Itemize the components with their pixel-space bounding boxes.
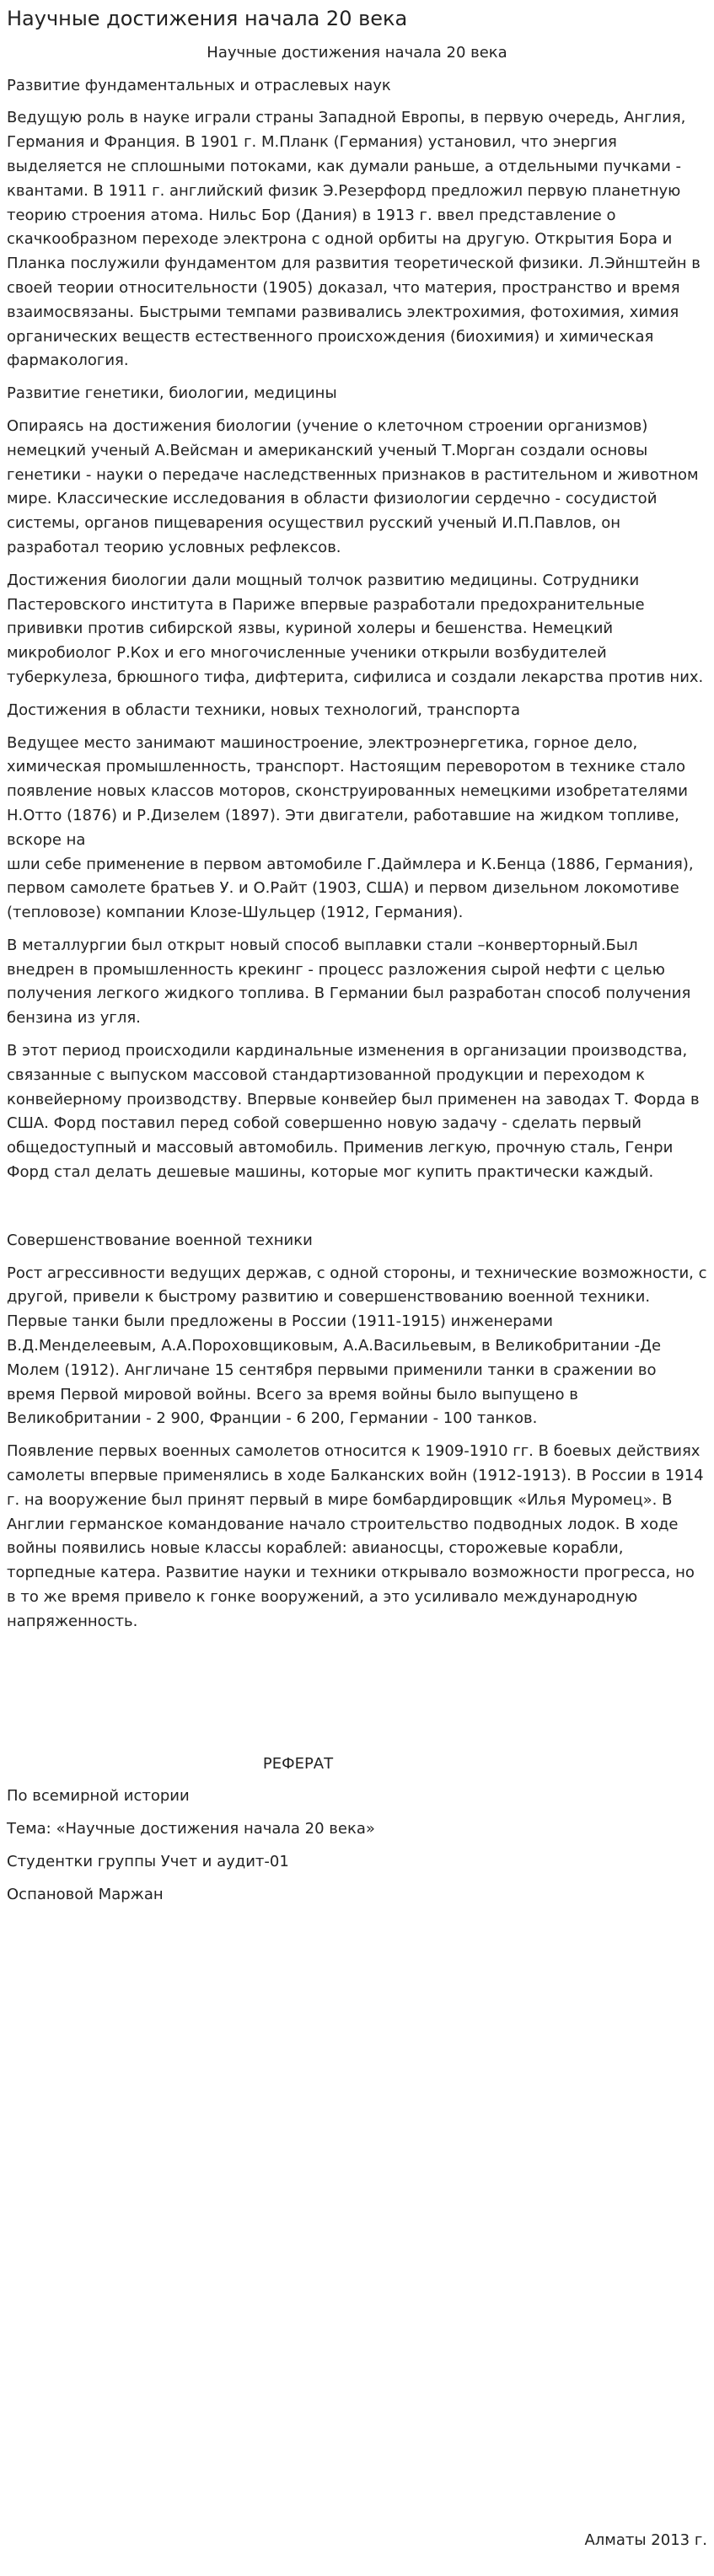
paragraph: Ведущую роль в науке играли страны Западной Европы, в первую очередь, Англия, Германия и Франция. В 1901 г. М.Планк (Германия) установил, что энергия выделяется не сплошными потоками, как думали раньше, а отдельными пучками - квантами. В 1911 г. английский физик Э.Резерфорд предложил первую планетную теорию строения атома. Нильс Бор (Дания) в 1913 г. ввел представление о скачкообразном переходе электрона с одной орбиты на другую. Открытия Бора и Планка послужили фундаментом для развития теоретической физики. Л.Эйнштейн в своей теории относительности (1905) доказал, что материя, пространство и время взаимосвязаны. Быстрыми темпами развивались электрохимия, фотохимия, химия органических веществ естественного происхождения (биохимия) и химическая фармакология. [7,109,701,370]
paragraph: Опираясь на достижения биологии (учение о клеточном строении организмов) немецкий ученый А.Вейсман и американский ученый Т.Морган создали основы генетики - науки о передаче наследственных признаков в растительном и животном мире. Классические исследования в области физиологии сердечно - сосудистой системы, органов пищеварения осуществил русский ученый И.П.Павлов, он разработал теорию условных рефлексов. [7,416,699,556]
title-page-label: РЕФЕРАТ [262,1754,334,1773]
section-fundamental-sciences [7,74,707,374]
title-page-topic: Тема: «Научные достижения начала 20 века» [7,1820,375,1838]
document-title: Научные достижения начала 20 века [7,7,408,30]
paragraph: Рост агрессивности ведущих держав, с одной стороны, и технические возможности, с другой, привели к быстрому развитию и совершенствованию военной техники. Первые танки были предложены в России (1911-1915) инженерами В.Д.Менделеевым, А.А.Пороховщиковым, А.А.Васильевым, в Великобритании -Де Молем (1912). Англичане 15 сентября первыми применили танки в сражении во время Первой мировой войны. Всего за время войны было выпущено в Великобритании - 2 900, Франции - 6 200, Германии - 100 танков. [7,1264,707,1428]
section-genetics-biology-medicine [7,382,707,690]
section-military-technology [7,1229,707,1634]
paragraph: Появление первых военных самолетов относится к 1909-1910 гг. В боевых действиях самолеты впервые применялись в ходе Балканских войн (1912-1913). В России в 1914 г. на вооружение был принят первый в мире бомбардировщик «Илья Муромец». В Англии германское командование начало строительство подводных лодок. В ходе войны появились новые классы кораблей: авианосцы, сторожевые корабли, торпедные катера. Развитие науки и техники открывало возможности прогресса, но в то же время привело к гонке вооружений, а это усиливало международную напряженность. [7,1442,704,1630]
title-page-subject: По всемирной истории [7,1787,190,1806]
section-technology-transport [7,699,707,1185]
paragraph: Ведущее место занимают машиностроение, электроэнергетика, горное дело, химическая промышленность, транспорт. Настоящим переворотом в технике стало появление новых классов моторов, сконструированных немецкими изобретателями Н.Отто (1876) и Р.Дизелем (1897). Эти двигатели, работавшие на жидком топливе, вскоре на шли себе применение в первом автомобиле Г.Даймлера и К.Бенца (1886, Германия), первом самолете братьев У. и О.Райт (1903, США) и первом дизельном локомотиве (тепловозе) компании Клозе-Шульцер (1912, Германия). [7,733,694,922]
document-subtitle: Научные достижения начала 20 века [207,43,507,62]
blank-space [7,1194,707,1229]
section-heading: Достижения в области техники, новых технологий, транспорта [7,700,521,719]
title-page-student-group: Студентки группы Учет и аудит-01 [7,1853,289,1870]
document [7,0,707,1916]
title-page-city-year: Алматы 2013 г. [584,2531,707,2549]
title-page [7,1752,707,1908]
section-heading: Развитие генетики, биологии, медицины [7,384,337,403]
paragraph: Достижения биологии дали мощный толчок развитию медицины. Сотрудники Пастеровского института в Париже впервые разработали предохранительные прививки против сибирской язвы, куриной холеры и бешенства. Немецкий микробиолог Р.Кох и его многочисленные ученики открыли возбудителей туберкулеза, брюшного тифа, дифтерита, сифилиса и создали лекарства против них. [7,571,704,686]
paragraph: В этот период происходили кардинальные изменения в организации производства, связанные с выпуском массовой стандартизованной продукции и переходом к конвейерному производству. Впервые конвейер был применен на заводах Т. Форда в США. Форд поставил перед собой совершенно новую задачу - сделать первый общедоступный и массовый автомобиль. Применив легкую, прочную сталь, Генри Форд стал делать дешевые машины, которые мог купить практически каждый. [7,1042,700,1182]
title-page-student-name: Оспановой Маржан [7,1885,164,1903]
section-heading: Развитие фундаментальных и отраслевых наук [7,76,391,94]
section-heading: Совершенствование военной техники [7,1231,313,1249]
paragraph: В металлургии был открыт новый способ выплавки стали –конверторный.Был внедрен в промышленность крекинг - процесс разложения сырой нефти с целью получения легкого жидкого топлива. В Германии был разработан способ получения бензина из угля. [7,936,691,1028]
blank-space [7,1643,707,1752]
